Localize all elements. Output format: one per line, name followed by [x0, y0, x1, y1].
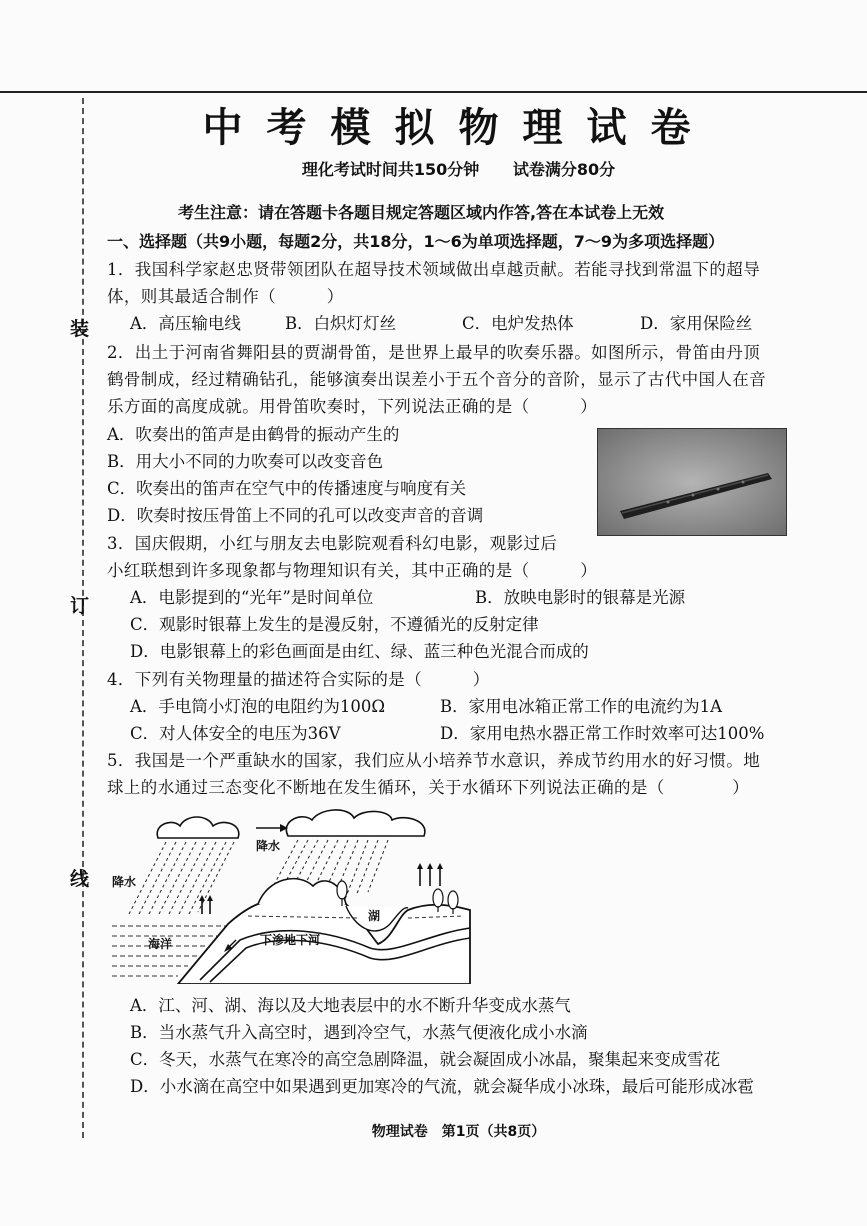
- q4-option-c: C．对人体安全的电压为36V: [130, 724, 341, 743]
- score-note: 试卷满分80分: [512, 160, 616, 179]
- q4-option-b: B．家用电冰箱正常工作的电流约为1A: [440, 697, 723, 716]
- q3-option-d: D．电影银幕上的彩色画面是由红、绿、蓝三种色光混合而成的: [130, 642, 589, 661]
- binding-label-xian: 线: [70, 868, 90, 890]
- q1-stem-1: 1．我国科学家赵忠贤带领团队在超导技术领域做出卓越贡献。若能寻找到常温下的超导: [107, 260, 761, 279]
- label-rain-top: 降水: [256, 839, 281, 853]
- q2-stem-1: 2．出土于河南省舞阳县的贾湖骨笛，是世界上最早的吹奏乐器。如图所示，骨笛由丹顶: [107, 343, 761, 362]
- label-rain-left: 降水: [112, 875, 137, 889]
- q1-stem-2: 体，则其最适合制作（ ）: [107, 287, 344, 306]
- q1-option-a: A．高压输电线: [130, 314, 241, 333]
- rain-left: [128, 842, 234, 916]
- q3-option-c: C．观影时银幕上发生的是漫反射，不遵循光的反射定律: [130, 615, 539, 634]
- binding-label-ding: 订: [70, 595, 90, 617]
- q3-stem-2: 小红联想到许多现象都与物理知识有关，其中正确的是（ ）: [107, 561, 598, 580]
- q5-option-a: A．江、河、湖、海以及大地表层中的水不断升华变成水蒸气: [130, 996, 571, 1015]
- q5-option-c: C．冬天，水蒸气在寒冷的高空急剧降温，就会凝固成小冰晶，聚集起来变成雪花: [130, 1050, 721, 1069]
- cloud-right: [286, 810, 425, 836]
- header-rule: [0, 91, 867, 93]
- q5-stem-2: 球上的水通过三态变化不断地在发生循环，关于水循环下列说法正确的是（ ）: [107, 778, 750, 797]
- water-cycle-diagram: [108, 806, 480, 984]
- q2-option-a: A．吹奏出的笛声是由鹤骨的振动产生的: [107, 425, 400, 444]
- q2-option-d: D．吹奏时按压骨笛上不同的孔可以改变声音的音调: [107, 506, 484, 525]
- q4-option-a: A．手电筒小灯泡的电阻约为100Ω: [130, 697, 386, 716]
- candidate-notice: 考生注意：请在答题卡各题目规定答题区域内作答,答在本试卷上无效: [178, 203, 665, 222]
- q5-option-b: B．当水蒸气升入高空时，遇到冷空气，水蒸气便液化成小水滴: [130, 1023, 588, 1042]
- q2-option-c: C．吹奏出的笛声在空气中的传播速度与响度有关: [107, 479, 467, 498]
- exam-subtitle: [0, 157, 867, 180]
- page-footer: 物理试卷 第1页（共8页）: [371, 1124, 546, 1140]
- q5-stem-1: 5．我国是一个严重缺水的国家，我们应从小培养节水意识，养成节约用水的好习惯。地: [107, 751, 761, 770]
- label-lake: 湖: [368, 909, 381, 923]
- q1-option-d: D．家用保险丝: [640, 314, 753, 333]
- q4-option-d: D．家用电热水器正常工作时效率可达100%: [440, 724, 765, 743]
- label-underground-river: 下渗地下河: [260, 933, 321, 947]
- q1-option-b: B．白炽灯灯丝: [285, 314, 397, 333]
- q3-stem-1: 3．国庆假期，小红与朋友去电影院观看科幻电影，观影过后: [107, 534, 558, 553]
- q2-stem-3: 乐方面的高度成就。用骨笛吹奏时，下列说法正确的是（ ）: [107, 397, 598, 416]
- cloud-left: [157, 817, 239, 838]
- q3-option-a: A．电影提到的“光年”是时间单位: [130, 588, 374, 607]
- label-ocean: 海洋: [148, 937, 173, 951]
- q2-option-b: B．用大小不同的力吹奏可以改变音色: [107, 452, 384, 471]
- q4-stem: 4．下列有关物理量的描述符合实际的是（ ）: [107, 670, 490, 689]
- time-note: 理化考试时间共150分钟: [301, 160, 480, 179]
- exam-title: 中考模拟物理试卷: [202, 105, 715, 151]
- binding-label-zhuang: 装: [70, 318, 90, 340]
- q1-option-c: C．电炉发热体: [462, 314, 574, 333]
- bone-flute-photo: [597, 428, 787, 536]
- section-heading: 一、选择题（共9小题，每题2分，共18分，1～6为单项选择题，7～9为多项选择题）: [107, 232, 725, 251]
- q3-option-b: B．放映电影时的银幕是光源: [475, 588, 686, 607]
- q5-option-d: D．小水滴在高空中如果遇到更加寒冷的气流，就会凝华成小冰珠，最后可能形成冰雹: [130, 1077, 754, 1096]
- binding-line: [82, 98, 84, 1138]
- q2-stem-2: 鹤骨制成，经过精确钻孔，能够演奏出误差小于五个音分的音阶，显示了古代中国人在音: [107, 370, 767, 389]
